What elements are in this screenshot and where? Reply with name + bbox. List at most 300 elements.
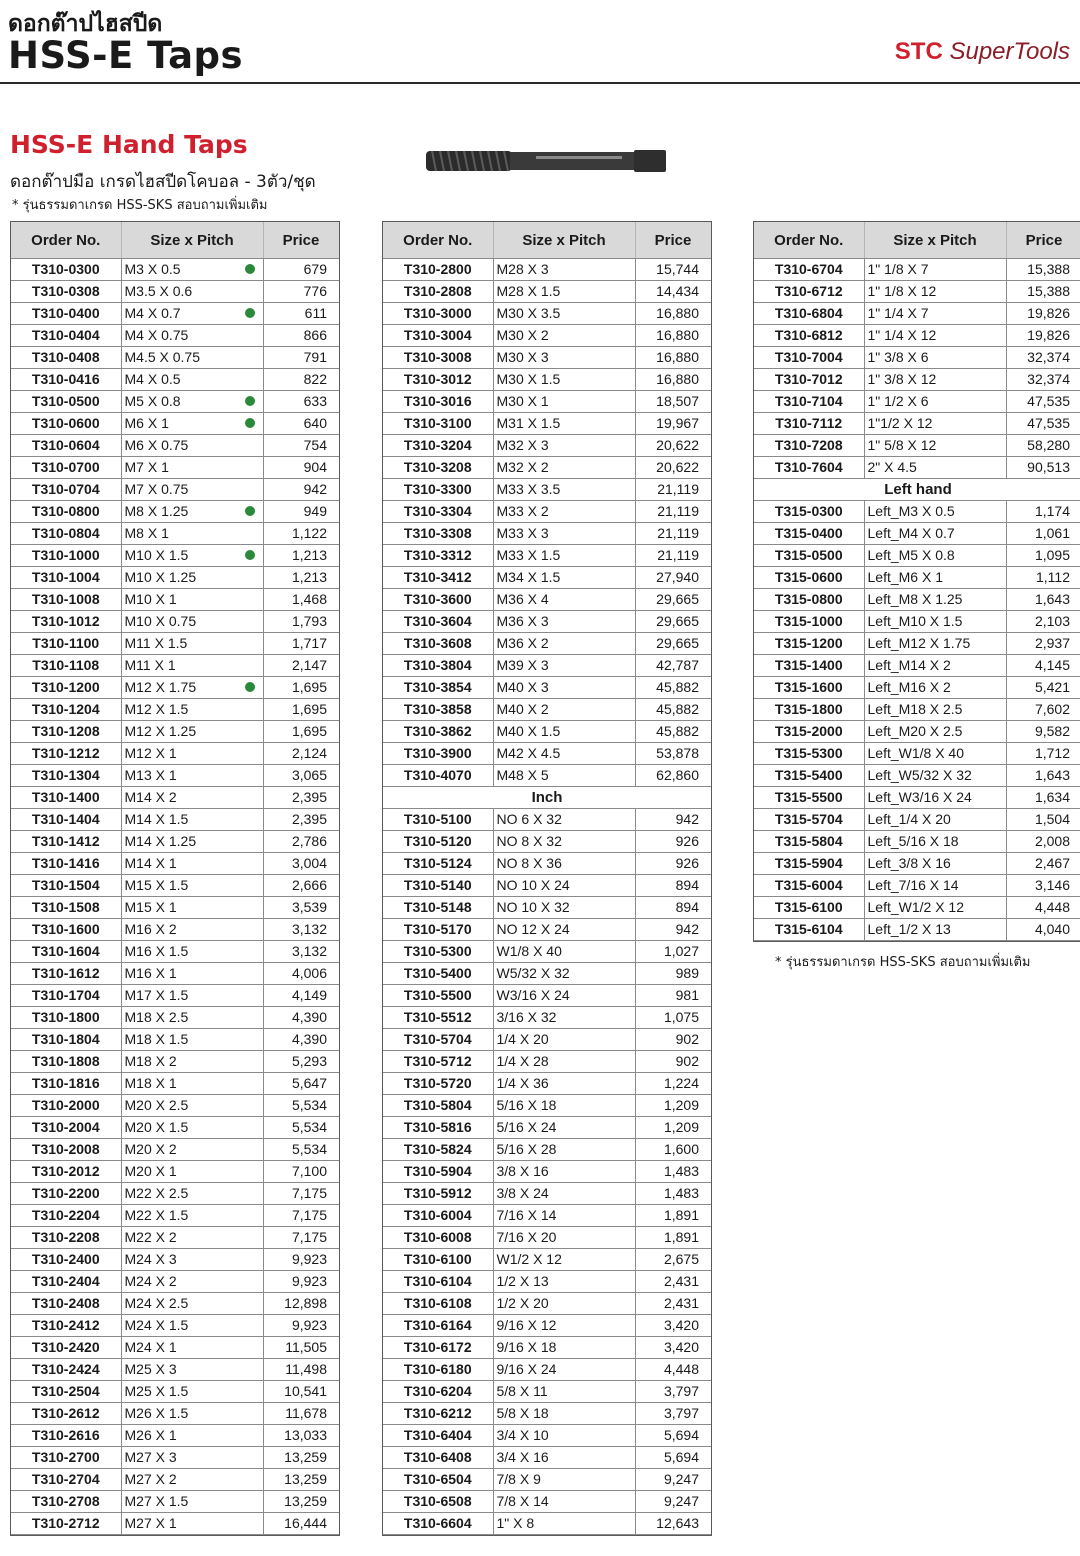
order-number: T310-1804: [11, 1029, 121, 1051]
size-pitch-cell: [864, 721, 1006, 743]
table-row: [11, 611, 339, 633]
price-table-3: [754, 222, 1080, 941]
size-pitch-cell: [121, 919, 263, 941]
size-pitch-cell: [864, 787, 1006, 809]
size-pitch-cell: [493, 1227, 635, 1249]
table-row: [383, 479, 711, 501]
price: 1,224: [635, 1073, 711, 1095]
order-number: T315-1600: [754, 677, 864, 699]
size-pitch-cell: [864, 633, 1006, 655]
size-pitch-cell: [493, 655, 635, 677]
order-number: T310-3016: [383, 391, 493, 413]
price: 791: [263, 347, 339, 369]
order-number: T310-6604: [383, 1513, 493, 1535]
table-row: [11, 1425, 339, 1447]
size-pitch: M34 X 1.5: [496, 569, 561, 585]
size-pitch: Left_M18 X 2.5: [867, 701, 963, 717]
size-pitch-cell: [493, 743, 635, 765]
size-pitch-cell: [493, 853, 635, 875]
price: 27,940: [635, 567, 711, 589]
table-row: [754, 435, 1080, 457]
size-pitch: M30 X 1: [496, 393, 549, 409]
size-pitch: 1" 1/8 X 12: [867, 283, 937, 299]
size-pitch: M30 X 1.5: [496, 371, 561, 387]
order-number: T310-6408: [383, 1447, 493, 1469]
column-header-size: Size x Pitch: [493, 222, 635, 259]
price: 5,534: [263, 1117, 339, 1139]
size-pitch: 7/8 X 9: [496, 1471, 541, 1487]
size-pitch-cell: [864, 523, 1006, 545]
price: 7,175: [263, 1183, 339, 1205]
size-pitch-cell: [121, 501, 263, 523]
price: 2,666: [263, 875, 339, 897]
size-pitch: M3 X 0.5: [124, 261, 181, 277]
order-number: T310-1504: [11, 875, 121, 897]
size-pitch: 1" 1/8 X 7: [867, 261, 929, 277]
price: 16,880: [635, 325, 711, 347]
size-pitch: 7/16 X 14: [496, 1207, 557, 1223]
price: 1,634: [1006, 787, 1080, 809]
size-pitch-cell: [121, 479, 263, 501]
order-number: T315-2000: [754, 721, 864, 743]
size-pitch-cell: [493, 919, 635, 941]
table-row: [11, 853, 339, 875]
table-row: [383, 1337, 711, 1359]
price: 3,797: [635, 1381, 711, 1403]
size-pitch: M6 X 1: [124, 415, 169, 431]
table-row: [383, 501, 711, 523]
table-row: [11, 1183, 339, 1205]
table-row: [754, 303, 1080, 325]
price: 1,695: [263, 721, 339, 743]
size-pitch: 1" 1/2 X 6: [867, 393, 929, 409]
column-header-size: Size x Pitch: [864, 222, 1006, 259]
table-row: [383, 1469, 711, 1491]
size-pitch-cell: [493, 1447, 635, 1469]
table-row: [754, 325, 1080, 347]
order-number: T310-2700: [11, 1447, 121, 1469]
table-row: [11, 1381, 339, 1403]
size-pitch: M12 X 1: [124, 745, 177, 761]
size-pitch-cell: [493, 1425, 635, 1447]
size-pitch-cell: [493, 501, 635, 523]
order-number: T310-1600: [11, 919, 121, 941]
size-pitch-cell: [864, 831, 1006, 853]
size-pitch: M12 X 1.75: [124, 679, 197, 695]
size-pitch: 1" 3/8 X 12: [867, 371, 937, 387]
table-row: [11, 633, 339, 655]
size-pitch: 3/4 X 16: [496, 1449, 549, 1465]
size-pitch-cell: [121, 391, 263, 413]
order-number: T310-7012: [754, 369, 864, 391]
size-pitch: M24 X 2.5: [124, 1295, 189, 1311]
price: 9,247: [635, 1469, 711, 1491]
price: 7,175: [263, 1205, 339, 1227]
table-row: [11, 831, 339, 853]
table-row: [754, 853, 1080, 875]
order-number: T315-6004: [754, 875, 864, 897]
size-pitch: Left_5/16 X 18: [867, 833, 959, 849]
order-number: T310-0308: [11, 281, 121, 303]
table-row: [11, 1293, 339, 1315]
size-pitch: M36 X 2: [496, 635, 549, 651]
table-row: [754, 743, 1080, 765]
size-pitch: M4 X 0.75: [124, 327, 189, 343]
size-pitch: 7/16 X 20: [496, 1229, 557, 1245]
price: 12,643: [635, 1513, 711, 1535]
order-number: T310-6108: [383, 1293, 493, 1315]
order-number: T310-6404: [383, 1425, 493, 1447]
order-number: T310-2424: [11, 1359, 121, 1381]
size-pitch: M13 X 1: [124, 767, 177, 783]
price: 5,293: [263, 1051, 339, 1073]
price: 1,213: [263, 567, 339, 589]
price: 1,027: [635, 941, 711, 963]
size-pitch-cell: [121, 281, 263, 303]
size-pitch: M12 X 1.25: [124, 723, 197, 739]
table-row: [11, 875, 339, 897]
size-pitch: M40 X 1.5: [496, 723, 561, 739]
size-pitch: M24 X 1.5: [124, 1317, 189, 1333]
table-row: [383, 347, 711, 369]
size-pitch: 5/16 X 18: [496, 1097, 557, 1113]
size-pitch: M24 X 2: [124, 1273, 177, 1289]
table-row: [754, 457, 1080, 479]
size-pitch-cell: [864, 325, 1006, 347]
size-pitch-cell: [864, 611, 1006, 633]
size-pitch: 1" 5/8 X 12: [867, 437, 937, 453]
size-pitch: Left_M3 X 0.5: [867, 503, 955, 519]
price: 1,075: [635, 1007, 711, 1029]
table-row: [754, 567, 1080, 589]
size-pitch: 3/4 X 10: [496, 1427, 549, 1443]
size-pitch: M28 X 1.5: [496, 283, 561, 299]
table-row: [383, 1139, 711, 1161]
table-row: [11, 347, 339, 369]
table-row: [383, 1425, 711, 1447]
section-row: [383, 787, 711, 809]
price: 1,643: [1006, 765, 1080, 787]
size-pitch-cell: [493, 523, 635, 545]
price: 29,665: [635, 633, 711, 655]
price: 5,694: [635, 1447, 711, 1469]
price: 2,937: [1006, 633, 1080, 655]
table-row: [11, 1469, 339, 1491]
order-number: T310-2420: [11, 1337, 121, 1359]
order-number: T310-1212: [11, 743, 121, 765]
size-pitch: W1/2 X 12: [496, 1251, 562, 1267]
table-row: [383, 303, 711, 325]
order-number: T310-3208: [383, 457, 493, 479]
table-row: [383, 589, 711, 611]
size-pitch-cell: [864, 457, 1006, 479]
size-pitch-cell: [493, 303, 635, 325]
size-pitch: M40 X 3: [496, 679, 549, 695]
size-pitch: M5 X 0.8: [124, 393, 181, 409]
size-pitch-cell: [493, 1029, 635, 1051]
order-number: T310-0800: [11, 501, 121, 523]
size-pitch-cell: [121, 1513, 263, 1535]
order-number: T310-3100: [383, 413, 493, 435]
size-pitch-cell: [493, 1249, 635, 1271]
size-pitch-cell: [121, 787, 263, 809]
size-pitch: 5/16 X 28: [496, 1141, 557, 1157]
table-row: [754, 787, 1080, 809]
table-row: [11, 523, 339, 545]
price: 2,786: [263, 831, 339, 853]
order-number: T310-5400: [383, 963, 493, 985]
table-row: [11, 1491, 339, 1513]
order-number: T315-0800: [754, 589, 864, 611]
size-pitch: M26 X 1: [124, 1427, 177, 1443]
size-pitch: Left_M5 X 0.8: [867, 547, 955, 563]
order-number: T310-5912: [383, 1183, 493, 1205]
size-pitch: M16 X 2: [124, 921, 177, 937]
price: 754: [263, 435, 339, 457]
section-note: * รุ่นธรรมดาเกรด HSS-SKS สอบถามเพิ่มเติม: [12, 198, 268, 213]
price: 902: [635, 1029, 711, 1051]
brand-logo: [895, 38, 1070, 66]
price: 11,498: [263, 1359, 339, 1381]
size-pitch: M18 X 2.5: [124, 1009, 189, 1025]
table-row: [383, 413, 711, 435]
size-pitch-cell: [121, 897, 263, 919]
size-pitch-cell: [864, 897, 1006, 919]
size-pitch: M42 X 4.5: [496, 745, 561, 761]
size-pitch-cell: [493, 479, 635, 501]
size-pitch-cell: [493, 567, 635, 589]
table-row: [383, 567, 711, 589]
price: 7,100: [263, 1161, 339, 1183]
table-row: [11, 919, 339, 941]
order-number: T310-3600: [383, 589, 493, 611]
size-pitch-cell: [493, 1315, 635, 1337]
table-row: [11, 1271, 339, 1293]
table-row: [754, 831, 1080, 853]
table-row: [383, 1117, 711, 1139]
table-row: [754, 611, 1080, 633]
size-pitch: M4.5 X 0.75: [124, 349, 200, 365]
price: 942: [635, 919, 711, 941]
size-pitch-cell: [864, 919, 1006, 941]
order-number: T310-6164: [383, 1315, 493, 1337]
table-row: [383, 457, 711, 479]
size-pitch: M33 X 3.5: [496, 481, 561, 497]
price: 3,132: [263, 941, 339, 963]
table-row: [383, 1007, 711, 1029]
size-pitch-cell: [493, 1491, 635, 1513]
size-pitch: M14 X 1.25: [124, 833, 197, 849]
size-pitch: Left_M14 X 2: [867, 657, 951, 673]
table-row: [383, 281, 711, 303]
order-number: T310-6008: [383, 1227, 493, 1249]
order-number: T310-1100: [11, 633, 121, 655]
size-pitch: M14 X 1.5: [124, 811, 189, 827]
size-pitch: M20 X 2.5: [124, 1097, 189, 1113]
price: 1,712: [1006, 743, 1080, 765]
order-number: T310-6180: [383, 1359, 493, 1381]
size-pitch: M33 X 2: [496, 503, 549, 519]
order-number: T310-4070: [383, 765, 493, 787]
order-number: T310-2708: [11, 1491, 121, 1513]
size-pitch: Left_1/4 X 20: [867, 811, 951, 827]
table-row: [11, 501, 339, 523]
order-number: T315-5804: [754, 831, 864, 853]
table-row: [383, 1183, 711, 1205]
order-number: T310-5148: [383, 897, 493, 919]
green-dot-icon: [245, 506, 255, 516]
price: 2,103: [1006, 611, 1080, 633]
order-number: T310-0400: [11, 303, 121, 325]
size-pitch-cell: [121, 611, 263, 633]
size-pitch-cell: [493, 875, 635, 897]
price: 3,146: [1006, 875, 1080, 897]
order-number: T310-2504: [11, 1381, 121, 1403]
size-pitch: M39 X 3: [496, 657, 549, 673]
price: 21,119: [635, 545, 711, 567]
price: 10,541: [263, 1381, 339, 1403]
order-number: T310-5100: [383, 809, 493, 831]
size-pitch: M16 X 1: [124, 965, 177, 981]
price: 2,395: [263, 787, 339, 809]
table-row: [383, 875, 711, 897]
size-pitch-cell: [493, 809, 635, 831]
size-pitch-cell: [493, 721, 635, 743]
size-pitch-cell: [121, 325, 263, 347]
table-row: [11, 809, 339, 831]
order-number: T310-0804: [11, 523, 121, 545]
size-pitch: M15 X 1.5: [124, 877, 189, 893]
price: 1,468: [263, 589, 339, 611]
size-pitch: M20 X 2: [124, 1141, 177, 1157]
size-pitch-cell: [121, 699, 263, 721]
price: 9,923: [263, 1315, 339, 1337]
table-row: [754, 281, 1080, 303]
table-row: [11, 1051, 339, 1073]
size-pitch: M14 X 2: [124, 789, 177, 805]
price-table-2: [383, 222, 712, 1535]
size-pitch-cell: [121, 589, 263, 611]
order-number: T315-0400: [754, 523, 864, 545]
price: 3,420: [635, 1315, 711, 1337]
table-row: [383, 545, 711, 567]
size-pitch-cell: [121, 567, 263, 589]
price: 13,259: [263, 1491, 339, 1513]
table-row: [11, 1095, 339, 1117]
price: 16,880: [635, 303, 711, 325]
table-row: [383, 985, 711, 1007]
table-row: [11, 1205, 339, 1227]
size-pitch-cell: [121, 1051, 263, 1073]
price: 45,882: [635, 721, 711, 743]
price: 5,647: [263, 1073, 339, 1095]
size-pitch: M25 X 1.5: [124, 1383, 189, 1399]
order-number: T315-1200: [754, 633, 864, 655]
size-pitch: 3/16 X 32: [496, 1009, 557, 1025]
table-row: [11, 1359, 339, 1381]
size-pitch-cell: [121, 303, 263, 325]
order-number: T310-7112: [754, 413, 864, 435]
size-pitch: M36 X 3: [496, 613, 549, 629]
table-row: [383, 523, 711, 545]
price: 1,504: [1006, 809, 1080, 831]
size-pitch: NO 12 X 24: [496, 921, 570, 937]
size-pitch: M30 X 2: [496, 327, 549, 343]
order-number: T310-2408: [11, 1293, 121, 1315]
price: 1,793: [263, 611, 339, 633]
price: 21,119: [635, 523, 711, 545]
price: 4,006: [263, 963, 339, 985]
size-pitch: 1/4 X 20: [496, 1031, 549, 1047]
size-pitch-cell: [121, 1337, 263, 1359]
table-row: [11, 1337, 339, 1359]
price: 1,483: [635, 1183, 711, 1205]
table-row: [11, 1403, 339, 1425]
size-pitch-cell: [121, 875, 263, 897]
size-pitch-cell: [493, 699, 635, 721]
size-pitch-cell: [121, 1139, 263, 1161]
price: 19,826: [1006, 325, 1080, 347]
size-pitch: M10 X 1.25: [124, 569, 197, 585]
size-pitch: NO 6 X 32: [496, 811, 562, 827]
order-number: T315-5704: [754, 809, 864, 831]
size-pitch: M22 X 2.5: [124, 1185, 189, 1201]
table-row: [11, 1007, 339, 1029]
price: 11,678: [263, 1403, 339, 1425]
price: 45,882: [635, 699, 711, 721]
price: 981: [635, 985, 711, 1007]
order-number: T310-5500: [383, 985, 493, 1007]
table-row: [11, 721, 339, 743]
table-row: [11, 303, 339, 325]
table-row: [383, 633, 711, 655]
size-pitch-cell: [121, 1381, 263, 1403]
size-pitch: 1/4 X 36: [496, 1075, 549, 1091]
size-pitch-cell: [864, 853, 1006, 875]
size-pitch-cell: [121, 853, 263, 875]
price: 822: [263, 369, 339, 391]
table-row: [11, 897, 339, 919]
table-row: [754, 589, 1080, 611]
price: 1,695: [263, 677, 339, 699]
green-dot-icon: [245, 264, 255, 274]
order-number: T315-0600: [754, 567, 864, 589]
size-pitch: 1" 1/4 X 12: [867, 327, 937, 343]
table-row: [11, 985, 339, 1007]
size-pitch: M27 X 1.5: [124, 1493, 189, 1509]
column-header-order: Order No.: [11, 222, 121, 259]
table-row: [383, 1249, 711, 1271]
table-row: [754, 369, 1080, 391]
price: 62,860: [635, 765, 711, 787]
order-number: T310-6212: [383, 1403, 493, 1425]
order-number: T310-1008: [11, 589, 121, 611]
order-number: T310-2704: [11, 1469, 121, 1491]
price: 16,880: [635, 369, 711, 391]
size-pitch-cell: [864, 413, 1006, 435]
price: 3,420: [635, 1337, 711, 1359]
size-pitch-cell: [864, 589, 1006, 611]
table-row: [383, 1205, 711, 1227]
order-number: T315-1800: [754, 699, 864, 721]
order-number: T310-5140: [383, 875, 493, 897]
size-pitch-cell: [121, 1117, 263, 1139]
table-row: [11, 479, 339, 501]
price: 15,744: [635, 259, 711, 281]
size-pitch-cell: [121, 1425, 263, 1447]
size-pitch-cell: [121, 1183, 263, 1205]
price: 3,539: [263, 897, 339, 919]
